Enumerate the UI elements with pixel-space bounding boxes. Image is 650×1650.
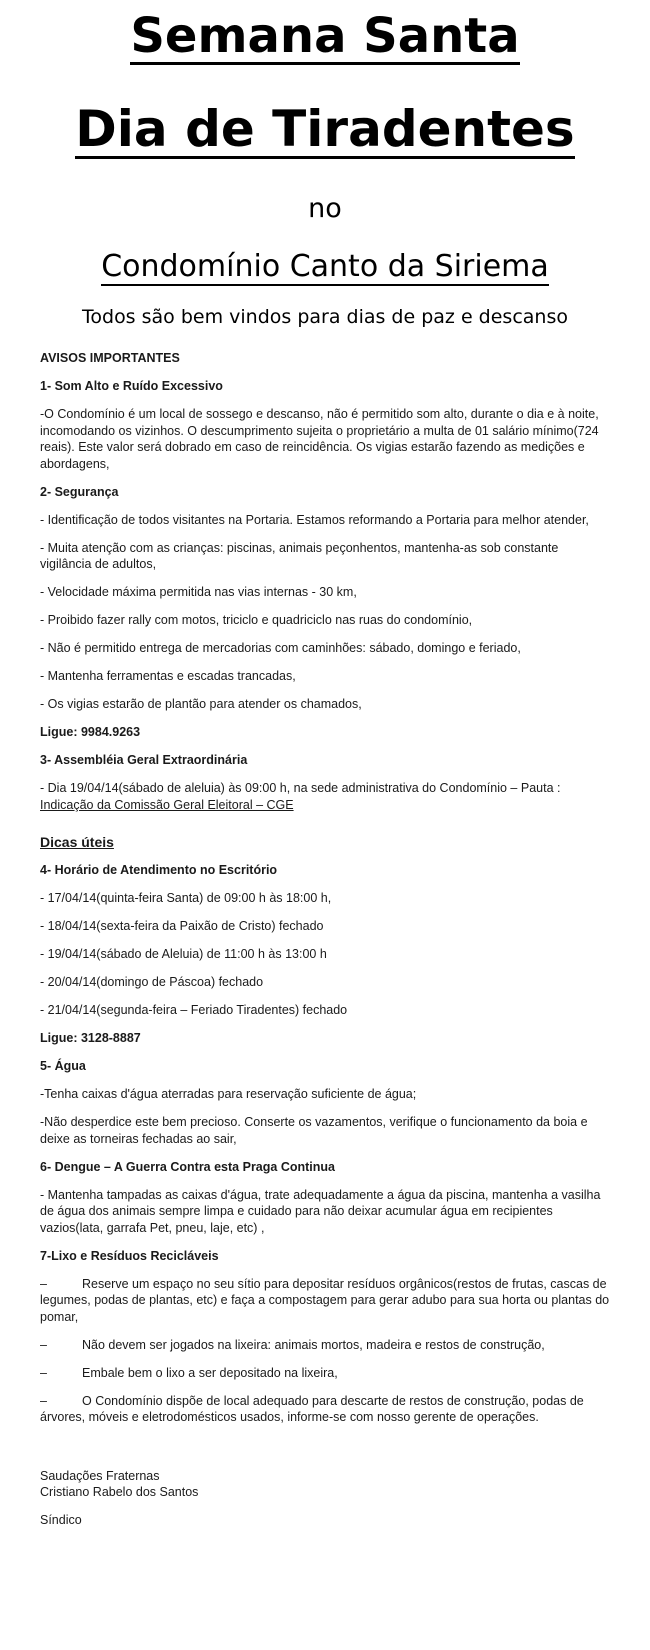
lixo-item <box>40 1276 610 1326</box>
horario-phone: Ligue: 3128-8887 <box>40 1031 141 1045</box>
dengue-heading: 6- Dengue – A Guerra Contra esta Praga Continua <box>40 1159 335 1174</box>
assembleia-heading: 3- Assembléia Geral Extraordinária <box>40 753 248 767</box>
condominium-name <box>0 249 650 286</box>
dengue-text: - Mantenha tampadas as caixas d'água, trate adequadamente a água da piscina, mantenha a vasilha de água dos animais sempre limpa e cuidado para não deixar acumular água em recipientes vazios(lata, garrafa Pet, pneu, laje, etc) , <box>40 1187 601 1235</box>
agua-heading: 5- Água <box>40 1059 86 1073</box>
horario-heading: 4- Horário de Atendimento no Escritório <box>40 863 278 877</box>
lixo-heading: 7-Lixo e Resíduos Recicláveis <box>40 1248 219 1263</box>
tagline: Todos são bem vindos para dias de paz e descanso <box>82 306 568 328</box>
assembleia-agenda: Indicação da Comissão Geral Eleitoral – CGE <box>40 797 294 812</box>
notice-body <box>40 350 610 1529</box>
title-connector: no <box>308 193 342 224</box>
seguranca-phone: Ligue: 9984.9263 <box>40 725 141 739</box>
horario-item: - 18/04/14(sexta-feira da Paixão de Cristo) fechado <box>40 919 324 933</box>
horario-item: - 21/04/14(segunda-feira – Feriado Tiradentes) fechado <box>40 1003 348 1017</box>
seguranca-item: - Proibido fazer rally com motos, triciclo e quadriciclo nas ruas do condomínio, <box>40 613 473 627</box>
agua-item: -Não desperdice este bem precioso. Conserte os vazamentos, verifique o funcionamento da boia e deixe as torneiras fechadas ao sair, <box>40 1115 588 1146</box>
horario-item: - 17/04/14(quinta-feira Santa) de 09:00 h às 18:00 h, <box>40 891 332 905</box>
som-text: -O Condomínio é um local de sossego e descanso, não é permitido som alto, durante o dia e à noite, incomodando os vizinhos. O descumprimento sujeita o proprietário a multa de 01 salário mínimo(724 reais). Este valor será dobrado em caso de reincidência. Os vigias estarão fazendo as medições e abordagens, <box>40 407 599 471</box>
seguranca-item: - Os vigias estarão de plantão para atender os chamados, <box>40 697 362 711</box>
condominium-name-text: Condomínio Canto da Siriema <box>101 249 549 284</box>
seguranca-item: - Não é permitido entrega de mercadorias com caminhões: sábado, domingo e feriado, <box>40 641 521 655</box>
lixo-item-text: Embale bem o lixo a ser depositado na lixeira, <box>82 1365 338 1380</box>
lixo-item <box>40 1393 610 1426</box>
seguranca-item: - Velocidade máxima permitida nas vias internas - 30 km, <box>40 585 357 599</box>
bullet-dash: – <box>40 1276 47 1291</box>
assembleia-text: - Dia 19/04/14(sábado de aleluia) às 09:00 h, na sede administrativa do Condomínio – Pauta : <box>40 781 561 795</box>
bullet-dash: – <box>40 1365 47 1380</box>
horario-item: - 19/04/14(sábado de Aleluia) de 11:00 h às 13:00 h <box>40 947 327 961</box>
title-line-2-text: Dia de Tiradentes <box>75 100 575 158</box>
lixo-item <box>40 1365 610 1382</box>
lixo-item-text: O Condomínio dispõe de local adequado para descarte de restos de construção, podas de árvores, móveis e eletrodomésticos usados, informe-se com nosso gerente de operações. <box>40 1393 584 1424</box>
som-heading: 1- Som Alto e Ruído Excessivo <box>40 379 223 393</box>
avisos-heading: AVISOS IMPORTANTES <box>40 351 180 365</box>
bullet-dash: – <box>40 1337 47 1352</box>
title-line-1 <box>0 8 650 65</box>
lixo-item-text: Reserve um espaço no seu sítio para depositar resíduos orgânicos(restos de frutas, cascas de legumes, podas de plantas, etc) e faça a compostagem para gerar adubo para sua horta ou plantas do pomar, <box>40 1276 610 1324</box>
seguranca-item: - Muita atenção com as crianças: piscinas, animais peçonhentos, mantenha-as sob constante vigilância de adultos, <box>40 540 559 571</box>
dicas-heading: Dicas úteis <box>40 834 114 850</box>
seguranca-heading: 2- Segurança <box>40 484 119 499</box>
horario-item: - 20/04/14(domingo de Páscoa) fechado <box>40 975 264 989</box>
seguranca-item: - Identificação de todos visitantes na Portaria. Estamos reformando a Portaria para melhor atender, <box>40 512 589 527</box>
agua-item: -Tenha caixas d'água aterradas para reservação suficiente de água; <box>40 1087 417 1101</box>
signature-greeting: Saudações Fraternas <box>40 1468 160 1483</box>
lixo-item-text: Não devem ser jogados na lixeira: animais mortos, madeira e restos de construção, <box>82 1337 545 1352</box>
title-line-1-text: Semana Santa <box>130 8 520 64</box>
seguranca-item: - Mantenha ferramentas e escadas trancadas, <box>40 669 296 683</box>
bullet-dash: – <box>40 1393 47 1408</box>
signature-name: Cristiano Rabelo dos Santos <box>40 1485 199 1499</box>
signature-role: Síndico <box>40 1513 82 1527</box>
title-line-2 <box>0 100 650 159</box>
lixo-item <box>40 1337 610 1354</box>
